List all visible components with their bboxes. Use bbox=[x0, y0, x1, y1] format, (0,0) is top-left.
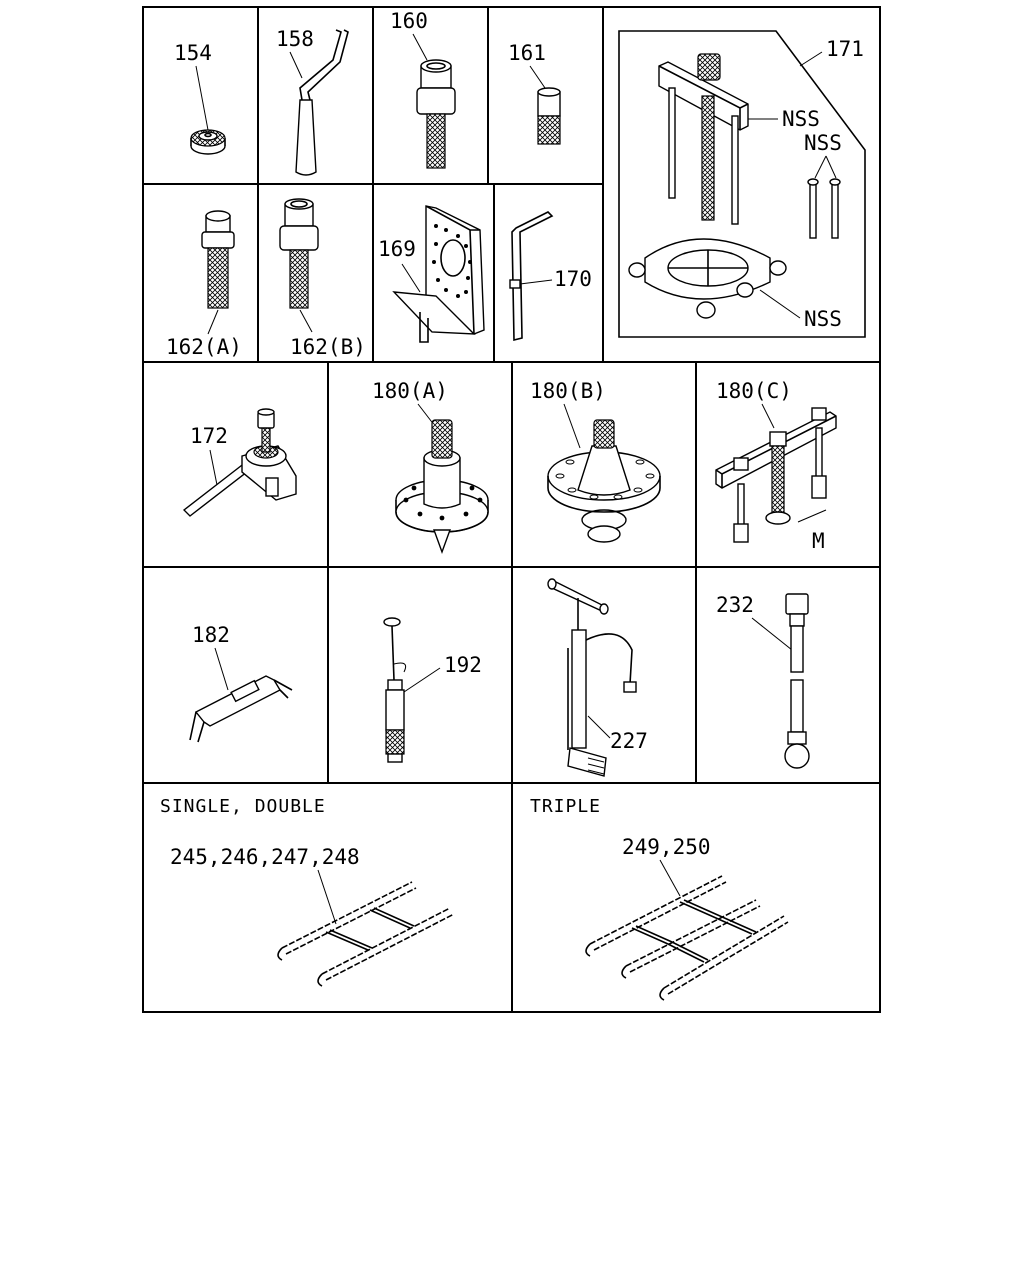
part-170 bbox=[510, 212, 592, 340]
part-172 bbox=[184, 409, 296, 516]
label-nss-2: NSS bbox=[804, 131, 842, 155]
part-154 bbox=[174, 41, 225, 154]
label-dimension-m: M bbox=[812, 529, 825, 553]
label-nss-1: NSS bbox=[782, 107, 820, 131]
label-162b: 162(B) bbox=[290, 335, 366, 359]
part-162a bbox=[166, 211, 242, 359]
label-182: 182 bbox=[192, 623, 230, 647]
label-171: 171 bbox=[826, 37, 864, 61]
heading-single-double: SINGLE, DOUBLE bbox=[160, 796, 326, 817]
label-180c: 180(C) bbox=[716, 379, 792, 403]
part-158 bbox=[276, 27, 348, 175]
label-170: 170 bbox=[554, 267, 592, 291]
label-192: 192 bbox=[444, 653, 482, 677]
label-172: 172 bbox=[190, 424, 228, 448]
label-161: 161 bbox=[508, 41, 546, 65]
label-154: 154 bbox=[174, 41, 212, 65]
part-192 bbox=[384, 618, 482, 762]
label-160: 160 bbox=[390, 9, 428, 33]
label-158: 158 bbox=[276, 27, 314, 51]
label-169: 169 bbox=[378, 237, 416, 261]
part-227 bbox=[548, 579, 648, 776]
part-180a bbox=[372, 379, 488, 552]
label-227: 227 bbox=[610, 729, 648, 753]
part-249-chain bbox=[586, 835, 788, 1000]
part-171 bbox=[619, 31, 865, 337]
label-245-248: 245,246,247,248 bbox=[170, 845, 360, 869]
heading-triple: TRIPLE bbox=[530, 796, 602, 817]
part-182 bbox=[190, 623, 292, 742]
part-161 bbox=[508, 41, 560, 144]
label-162a: 162(A) bbox=[166, 335, 242, 359]
label-180a: 180(A) bbox=[372, 379, 448, 403]
part-169 bbox=[378, 206, 484, 342]
part-180c bbox=[716, 379, 836, 553]
label-232: 232 bbox=[716, 593, 754, 617]
part-160 bbox=[390, 9, 455, 168]
part-162b bbox=[280, 199, 366, 359]
label-180b: 180(B) bbox=[530, 379, 606, 403]
label-249-250: 249,250 bbox=[622, 835, 711, 859]
part-232 bbox=[716, 593, 809, 768]
label-nss-3: NSS bbox=[804, 307, 842, 331]
part-245-chain bbox=[170, 845, 454, 986]
part-180b bbox=[530, 379, 660, 542]
